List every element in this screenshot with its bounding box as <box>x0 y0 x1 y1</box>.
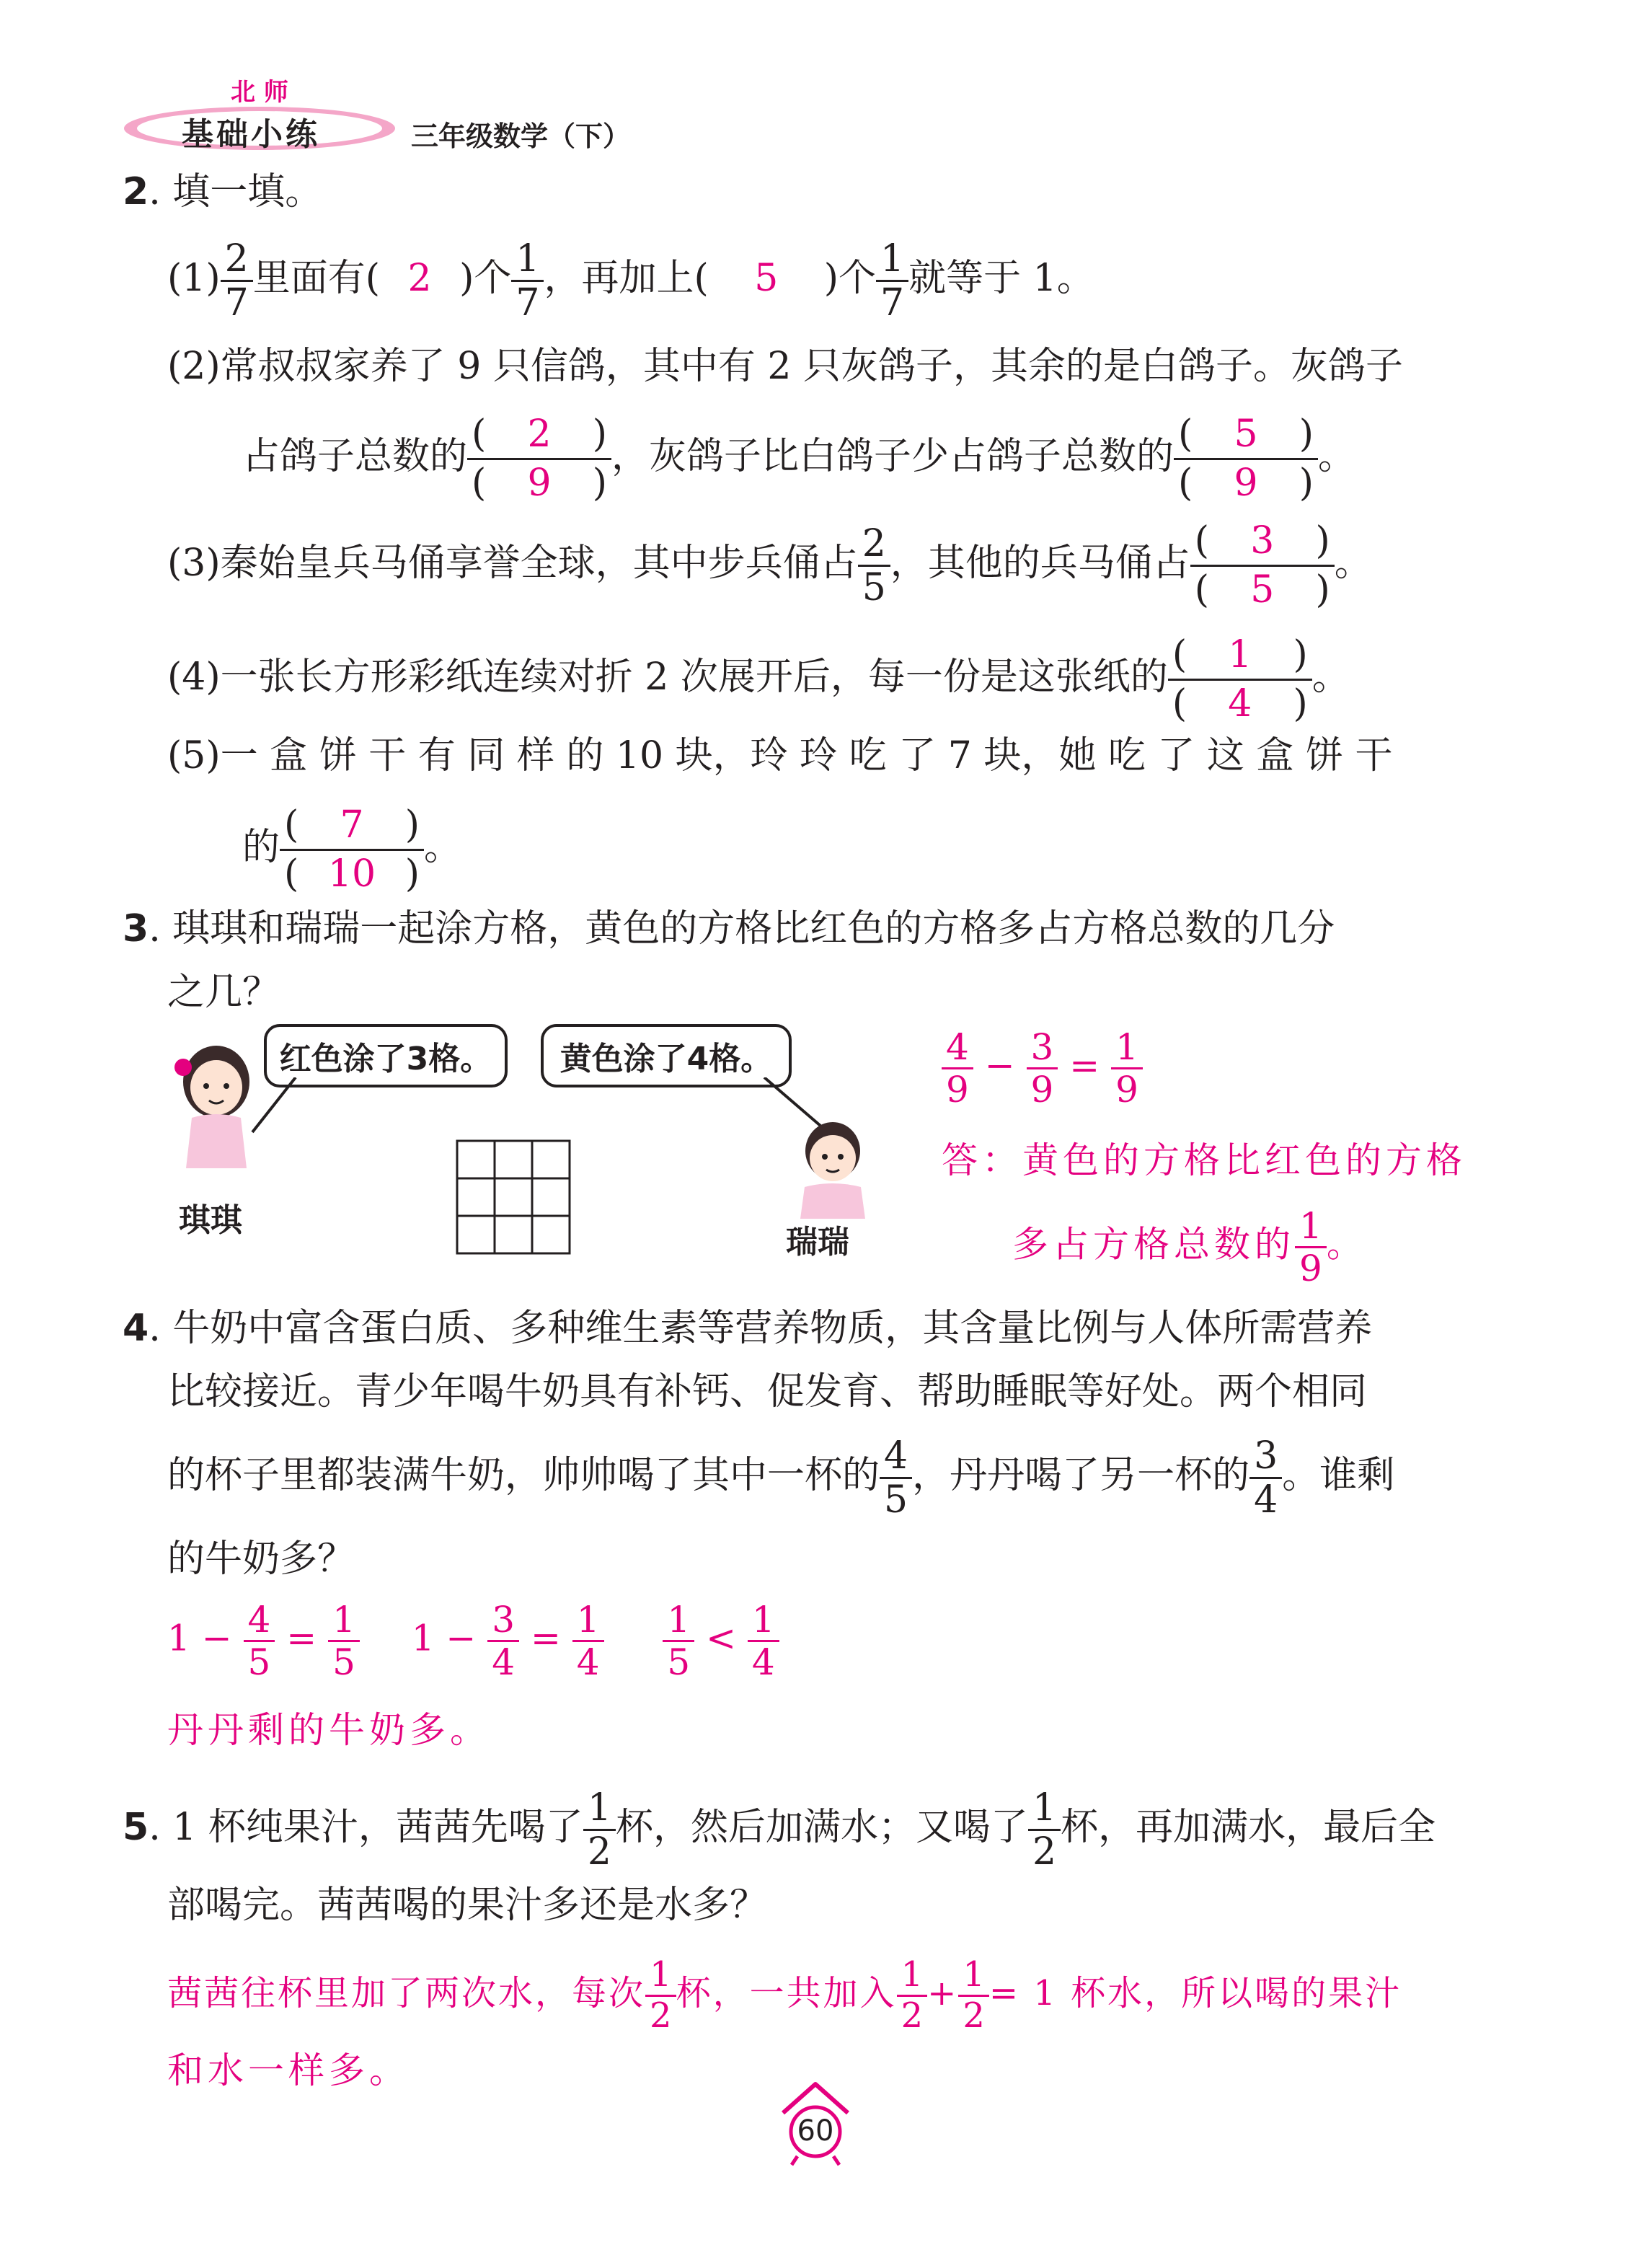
text: . 琪琪和瑞瑞一起涂方格，黄色的方格比红色的方格多占方格总数的几分 <box>149 907 1335 950</box>
part-label: (4) <box>167 656 221 699</box>
q4-line4: 的牛奶多？ <box>167 1537 355 1581</box>
text: ，丹丹喝了另一杯的 <box>912 1454 1250 1498</box>
fraction: $\frac{1}{7}$ <box>876 238 908 324</box>
header <box>123 72 671 159</box>
text: )个 <box>459 257 512 301</box>
fraction: $\frac{1}{4}$ <box>748 1599 779 1682</box>
q3-answer-line2 <box>1012 1206 1367 1289</box>
fraction: $\frac{3}{4}$ <box>487 1599 519 1682</box>
text: 。 <box>1334 542 1372 585</box>
text: 里面有( <box>252 257 381 301</box>
q4-line1 <box>123 1307 1373 1350</box>
operator: = <box>1069 1044 1100 1087</box>
operator: = <box>286 1617 317 1659</box>
q5-answer-line1 <box>167 1956 1402 2036</box>
q4-work <box>167 1599 779 1682</box>
q3-illustration <box>159 1024 894 1261</box>
name-qiqi: 琪琪 <box>179 1202 242 1239</box>
q4-line2: 比较接近。青少年喝牛奶具有补钙、促发育、帮助睡眠等好处。两个相同 <box>167 1370 1368 1413</box>
boy-figure <box>786 1118 880 1219</box>
fraction: $\frac{3}{4}$ <box>1249 1435 1282 1521</box>
text: 就等于 1。 <box>908 257 1094 301</box>
q5-line2: 部喝完。茜茜喝的果汁多还是水多？ <box>167 1884 768 1927</box>
part-label: (3) <box>167 542 221 585</box>
operator: − <box>446 1617 477 1659</box>
text: 杯，一共加入 <box>676 1972 897 2013</box>
fraction: $\frac{1}{2}$ <box>958 1956 989 2036</box>
fraction: $\frac{2}{5}$ <box>858 523 890 609</box>
text: 杯，然后加满水；又喝了 <box>615 1806 1028 1850</box>
fraction: $\frac{1}{9}$ <box>1111 1027 1143 1110</box>
question-number: 5 <box>123 1806 149 1850</box>
answer-fraction: ( 7 ) ( 10 ) <box>280 802 424 898</box>
text: . 1 杯纯果汁，茜茜先喝了 <box>149 1806 583 1850</box>
fraction: $\frac{1}{2}$ <box>897 1956 928 2036</box>
fraction: $\frac{4}{5}$ <box>244 1599 275 1682</box>
answer-fraction: ( 1 ) ( 4 ) <box>1168 632 1312 728</box>
text: 秦始皇兵马俑享誉全球，其中步兵俑占 <box>220 542 858 585</box>
q5-answer-line2: 和水一样多。 <box>167 2049 410 2091</box>
text: 。 <box>424 826 462 869</box>
q2-title <box>123 170 323 213</box>
q2-part4 <box>167 632 1350 728</box>
q2-part1 <box>167 238 1094 324</box>
text: 茜茜往杯里加了两次水，每次 <box>167 1972 646 2013</box>
fraction: $\frac{2}{7}$ <box>221 238 253 324</box>
text: 一 盒 饼 干 有 同 样 的 10 块，玲 玲 吃 了 7 块，她 吃 了 这 盒 饼 干 <box>220 734 1393 777</box>
brand-main: 基础小练 <box>182 116 320 153</box>
fraction: $\frac{1}{2}$ <box>645 1956 676 2036</box>
text: . 牛奶中富含蛋白质、多种维生素等营养物质，其含量比例与人体所需营养 <box>149 1307 1373 1350</box>
page-number-badge <box>776 2075 855 2169</box>
text: 常叔叔家养了 9 只信鸽，其中有 2 只灰鸽子，其余的是白鸽子。灰鸽子 <box>220 345 1403 388</box>
answer-fraction: ( 5 ) ( 9 ) <box>1174 411 1318 507</box>
fraction: $\frac{1}{5}$ <box>328 1599 360 1682</box>
part-label: (2) <box>167 345 221 388</box>
q2-part2-line2 <box>242 411 1355 507</box>
header-subtitle: 三年级数学（下） <box>411 120 631 152</box>
text: 。谁剩 <box>1282 1454 1395 1498</box>
operator: − <box>984 1044 1015 1087</box>
brand-top: 北 师 <box>231 78 288 107</box>
question-number: 2 <box>123 170 149 213</box>
text: 的杯子里都装满牛奶，帅帅喝了其中一杯的 <box>167 1454 880 1498</box>
q3-equation <box>942 1027 1143 1110</box>
text: 。 <box>1318 435 1356 478</box>
fraction: $\frac{4}{5}$ <box>880 1435 912 1521</box>
text: ，再加上( <box>544 257 709 301</box>
fraction: $\frac{1}{4}$ <box>572 1599 604 1682</box>
fraction: $\frac{4}{9}$ <box>942 1027 973 1110</box>
part-label: (1) <box>167 257 221 301</box>
bubble-left-tail <box>245 1077 303 1135</box>
q2-title-text: . 填一填。 <box>149 170 323 213</box>
text: 。 <box>1311 656 1350 699</box>
part-label: (5) <box>167 734 221 777</box>
text: )个 <box>823 257 877 301</box>
q3-line2 <box>167 971 280 1014</box>
operator: = <box>530 1617 561 1659</box>
question-number: 3 <box>123 907 149 950</box>
text: ，其他的兵马俑占 <box>890 542 1190 585</box>
answer-fraction: ( 2 ) ( 9 ) <box>467 411 611 507</box>
text: 多占方格总数的 <box>1012 1223 1295 1266</box>
q2-part5-line1 <box>167 734 1393 777</box>
answer-blank: 2 <box>407 257 432 301</box>
text: 。 <box>1326 1223 1367 1266</box>
operator: < <box>706 1617 736 1659</box>
q2-part2-line1 <box>167 345 1403 388</box>
operator: + <box>927 1972 959 2013</box>
q3-answer-line1: 答：黄色的方格比红色的方格 <box>942 1139 1466 1181</box>
bubble-right: 黄色涂了4格。 <box>541 1024 792 1087</box>
fraction: $\frac{1}{2}$ <box>583 1787 616 1873</box>
number: 1 <box>167 1617 190 1659</box>
q4-answer: 丹丹剩的牛奶多。 <box>167 1709 490 1751</box>
text: 之几？ <box>167 971 280 1014</box>
text: 杯，再加满水，最后全 <box>1061 1806 1436 1850</box>
q4-line3 <box>167 1435 1394 1521</box>
question-number: 4 <box>123 1307 149 1350</box>
answer-blank: 5 <box>754 257 779 301</box>
text: = 1 杯水，所以喝的果汁 <box>988 1972 1402 2013</box>
q2-part3 <box>167 518 1372 614</box>
text: 的 <box>242 826 280 869</box>
name-ruirui: 瑞瑞 <box>786 1224 849 1261</box>
fraction: $\frac{1}{7}$ <box>511 238 544 324</box>
page-number: 60 <box>797 2114 834 2148</box>
square-grid <box>456 1139 572 1256</box>
bubble-left: 红色涂了3格。 <box>264 1024 508 1087</box>
number: 1 <box>411 1617 435 1659</box>
text: 一张长方形彩纸连续对折 2 次展开后，每一份是这张纸的 <box>220 656 1168 699</box>
fraction: $\frac{1}{9}$ <box>1295 1206 1327 1289</box>
text: 占鸽子总数的 <box>242 435 468 478</box>
q2-part5-line2 <box>242 802 461 898</box>
fraction: $\frac{1}{2}$ <box>1028 1787 1061 1873</box>
fraction: $\frac{1}{5}$ <box>663 1599 694 1682</box>
answer-fraction: ( 3 ) ( 5 ) <box>1190 518 1335 614</box>
fraction: $\frac{3}{9}$ <box>1027 1027 1058 1110</box>
text: ，灰鸽子比白鸽子少占鸽子总数的 <box>611 435 1174 478</box>
q5-line1 <box>123 1787 1435 1873</box>
operator: − <box>201 1617 232 1659</box>
q3-line1 <box>123 907 1335 950</box>
